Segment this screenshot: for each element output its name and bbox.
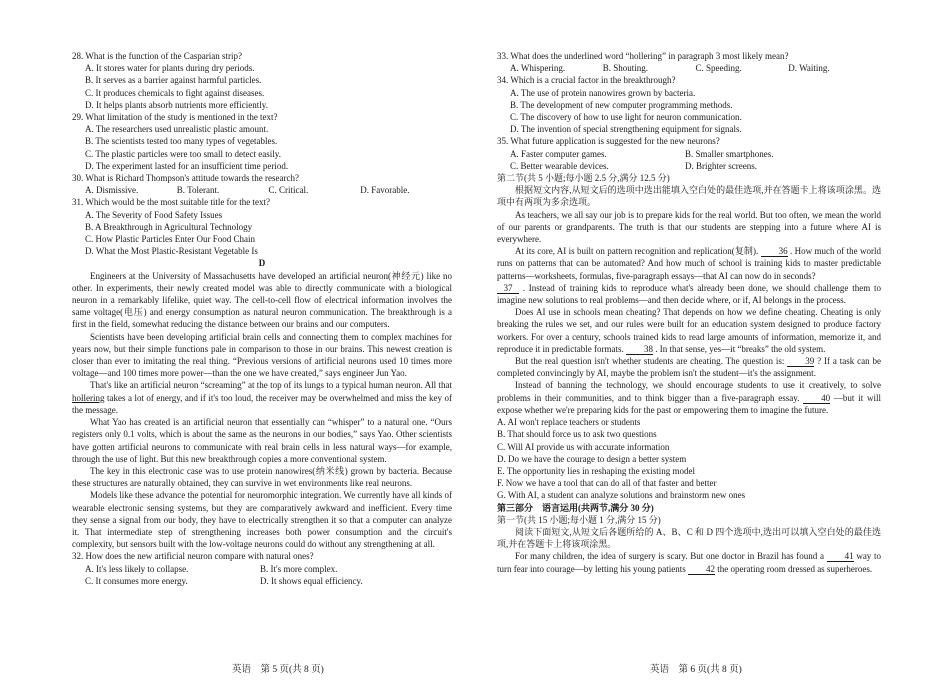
paragraph: Scientists have been developing artificial brain cells and connecting them to complex machines for years now, but their simple functions pale in comparison to those in our brains. This newest creation is closer than ever to imitating the real thing. “Previous versions of artificial neurons used 10 times more voltage—and 100 times more power—than the one we have created,” says engineer Jun Yao. bbox=[72, 331, 452, 379]
instructions: 根据短文内容,从短文后的选项中选出能填入空白处的最佳选项,并在答题卡上将该项涂黑。选项中有两项为多余选项。 bbox=[497, 185, 881, 208]
option: A. Whispering. bbox=[510, 63, 566, 74]
blank-37: 37 bbox=[497, 283, 519, 294]
option: A. It stores water for plants during dry periods. bbox=[85, 63, 255, 74]
paragraph: What Yao has created is an artificial neuron that essentially can “whisper” to a natural one. “Ours registers only 0.1 volts, which is about the same as the neurons in our bodies,” says Yao. Other scientists have gotten artificial neurons to communicate with real brain cells in less natural ways—for example, through the use of light. But this new breakthrough copies a more conventional system. bbox=[72, 417, 452, 464]
option: A. The researchers used unrealistic plastic amount. bbox=[85, 124, 269, 135]
paragraph: For many children, the idea of surgery is scary. But one doctor in Brazil has found a 41 way to turn fear into courage—by letting his young patients 42 the operating room dressed as superheroes. bbox=[497, 551, 881, 574]
paragraph: At its core, AI is built on pattern recognition and replication(复制). 36 . How much of the world runs on patterns that can be automated? And how much of school is training kids to master predictable patterns—worksheets, formulas, five-paragraph essays—that AI can now do in seconds? bbox=[497, 246, 881, 281]
question-31 bbox=[72, 196, 452, 257]
option: E. The opportunity lies in reshaping the existing model bbox=[497, 465, 696, 476]
option: G. With AI, a student can analyze solutions and brainstorm new ones bbox=[497, 490, 746, 501]
option: A. Faster computer games. bbox=[510, 148, 607, 159]
option: B. The development of new computer programming methods. bbox=[510, 99, 733, 110]
option: C. The discovery of how to use light for neuron communication. bbox=[510, 112, 742, 123]
page-footer-left: 英语 第 5 页(共 8 页) bbox=[232, 665, 324, 675]
option: C. Speeding. bbox=[695, 63, 742, 74]
option: F. Now we have a tool that can do all of that faster and better bbox=[497, 478, 717, 489]
paragraph: That's like an artificial neuron “screaming” at the top of its lungs to a typical human neuron. All that hollering takes a lot of energy, and if it's too loud, the receiver may be overwhelmed and miss the key of the message. bbox=[72, 380, 452, 415]
option: B. A Breakthrough in Agricultural Technology bbox=[85, 221, 253, 232]
question-stem: 31. Which would be the most suitable title for the text? bbox=[72, 197, 271, 208]
option: B. Shouting. bbox=[602, 63, 649, 74]
option: C. How Plastic Particles Enter Our Food Chain bbox=[85, 234, 255, 245]
option: B. Smaller smartphones. bbox=[685, 148, 774, 159]
blank-36: 36 bbox=[761, 246, 788, 257]
option: B. That should force us to ask two questions bbox=[497, 429, 657, 440]
section-letter: D bbox=[258, 258, 266, 269]
blank-38: 38 bbox=[626, 344, 653, 355]
option: B. It serves as a barrier against harmful particles. bbox=[85, 75, 262, 86]
question-28 bbox=[72, 50, 452, 111]
blank-42: 42 bbox=[688, 564, 715, 575]
option: C. The plastic particles were too small to detect easily. bbox=[85, 148, 281, 159]
question-stem: 33. What does the underlined word “hollering” in paragraph 3 most likely mean? bbox=[497, 51, 789, 61]
question-stem: 32. How does the new artificial neuron compare with natural ones? bbox=[72, 551, 314, 562]
paragraph: Instead of banning the technology, we should encourage students to use it creatively, to solve problems in their communities, and to think bigger than a five-paragraph essay. 40 —but it will expose whether we're preparing kids for the past or empowering them to imagine the future. bbox=[497, 380, 881, 415]
option: D. What the Most Plastic-Resistant Vegetable Is bbox=[85, 246, 258, 257]
option: D. Do we have the courage to design a better system bbox=[497, 453, 687, 464]
paragraph: Engineers at the University of Massachusetts have developed an artificial neuron(神经元) like no other. In experiments, their newly created model was able to directly communicate with a biological neuron in a remarkably lifelike, quiet way. The cell-to-cell flow of electrical information involves the same voltage(电压) and energy consumption as natural neuron communication. The breakthrough is a first in the field, somewhat reducing the distance between our brains and our computers. bbox=[72, 270, 452, 330]
blank-39: 39 bbox=[787, 356, 814, 367]
paragraph: As teachers, we all say our job is to prepare kids for the real world. But too often, we mean the world of our parents or grandparents. The truth is that our students are stepping into a future where AI is everywhere. bbox=[497, 209, 881, 245]
option: A. Dismissive. bbox=[85, 185, 139, 196]
left-column bbox=[72, 50, 452, 587]
blank-40: 40 bbox=[803, 393, 830, 404]
option: A. It's less likely to collapse. bbox=[85, 563, 189, 574]
page-footer-right: 英语 第 6 页(共 8 页) bbox=[650, 665, 742, 675]
option: D. The invention of special strengthening equipment for signals. bbox=[510, 124, 742, 135]
instructions: 阅读下面短文,从短文后各题所给的 A、B、C 和 D 四个选项中,选出可以填入空白处的最佳选项,并在答题卡上将该项涂黑。 bbox=[497, 526, 881, 550]
question-33 bbox=[497, 50, 881, 74]
option: C. Better wearable devices. bbox=[510, 160, 609, 171]
question-stem: 34. Which is a crucial factor in the breakthrough? bbox=[497, 75, 676, 86]
paragraph: 37 . Instead of training kids to reproduce what's already been done, we should challenge them to imagine new solutions to real problems—and then decide where, or if, AI belongs in the process. bbox=[497, 282, 881, 306]
option: C. It produces chemicals to fight against diseases. bbox=[85, 87, 265, 98]
option: C. Will AI provide us with accurate information bbox=[497, 441, 670, 452]
paragraph: The key in this electronic case was to use protein nanowires(纳米线) grown by bacteria. Because these structures are naturally obtained, they can survive in wet environments like real neurons. bbox=[72, 465, 452, 489]
paragraph: But the real question isn't whether students are cheating. The question is: 39 ? If a task can be completed convincingly by AI, maybe the problem isn't the student—it's the assignment. bbox=[497, 356, 881, 379]
option: D. It helps plants absorb nutrients more efficiently. bbox=[85, 99, 268, 110]
part-title: 第三部分 语言运用(共两节,满分 30 分) bbox=[497, 502, 654, 513]
question-34 bbox=[497, 74, 881, 135]
option: D. Waiting. bbox=[788, 63, 830, 74]
option: C. It consumes more energy. bbox=[85, 575, 188, 586]
section-title: 第二节(共 5 小题;每小题 2.5 分,满分 12.5 分) bbox=[497, 173, 670, 184]
option: B. Tolerant. bbox=[176, 185, 220, 196]
question-stem: 28. What is the function of the Casparian strip? bbox=[72, 51, 243, 61]
section-title: 第一节(共 15 小题;每小题 1 分,满分 15 分) bbox=[497, 514, 661, 525]
option: A. The Severity of Food Safety Issues bbox=[85, 209, 223, 220]
blank-41: 41 bbox=[827, 551, 854, 562]
option: D. It shows equal efficiency. bbox=[260, 575, 363, 586]
option: D. Brighter screens. bbox=[685, 160, 757, 171]
question-29 bbox=[72, 111, 452, 172]
question-30 bbox=[72, 172, 452, 196]
underlined-word: hollering bbox=[72, 392, 105, 403]
question-35 bbox=[497, 135, 881, 172]
right-column bbox=[497, 50, 881, 575]
option: D. Favorable. bbox=[360, 185, 410, 196]
option: C. Critical. bbox=[268, 185, 309, 196]
paragraph: Models like these advance the potential for neuromorphic integration. We currently have all kinds of wearable electronic sensing systems, but they are comparatively awkward and inefficient. Every time they sense a signal from our body, they have to electrically strengthen it so that a computer can analyze it. That intermediate step of strengthening increases both power consumption and the circuit's complexity, but sensors built with the low-voltage neurons could do without any strengthening at all. bbox=[72, 490, 452, 550]
question-32 bbox=[72, 550, 452, 587]
option: A. The use of protein nanowires grown by bacteria. bbox=[510, 87, 696, 98]
option: A. AI won't replace teachers or students bbox=[497, 417, 641, 428]
question-stem: 29. What limitation of the study is mentioned in the text? bbox=[72, 112, 278, 123]
paragraph: Does AI use in schools mean cheating? That depends on how we define cheating. Cheating is only breaking the rules we set, and our rules were built for an education system designed to produce factory workers. For over a century, schools trained kids to read large amounts of information, memorize it, and reproduce it in predictable formats. 38 . In that sense, yes—it “breaks” the old system. bbox=[497, 307, 881, 354]
question-stem: 30. What is Richard Thompson's attitude towards the research? bbox=[72, 173, 299, 184]
option: B. The scientists tested too many types of vegetables. bbox=[85, 136, 278, 147]
question-stem: 35. What future application is suggested for the new neurons? bbox=[497, 136, 720, 147]
option: D. The experiment lasted for an insufficient time period. bbox=[85, 160, 289, 171]
answer-options bbox=[497, 416, 881, 501]
option: B. It's more complex. bbox=[260, 563, 338, 574]
